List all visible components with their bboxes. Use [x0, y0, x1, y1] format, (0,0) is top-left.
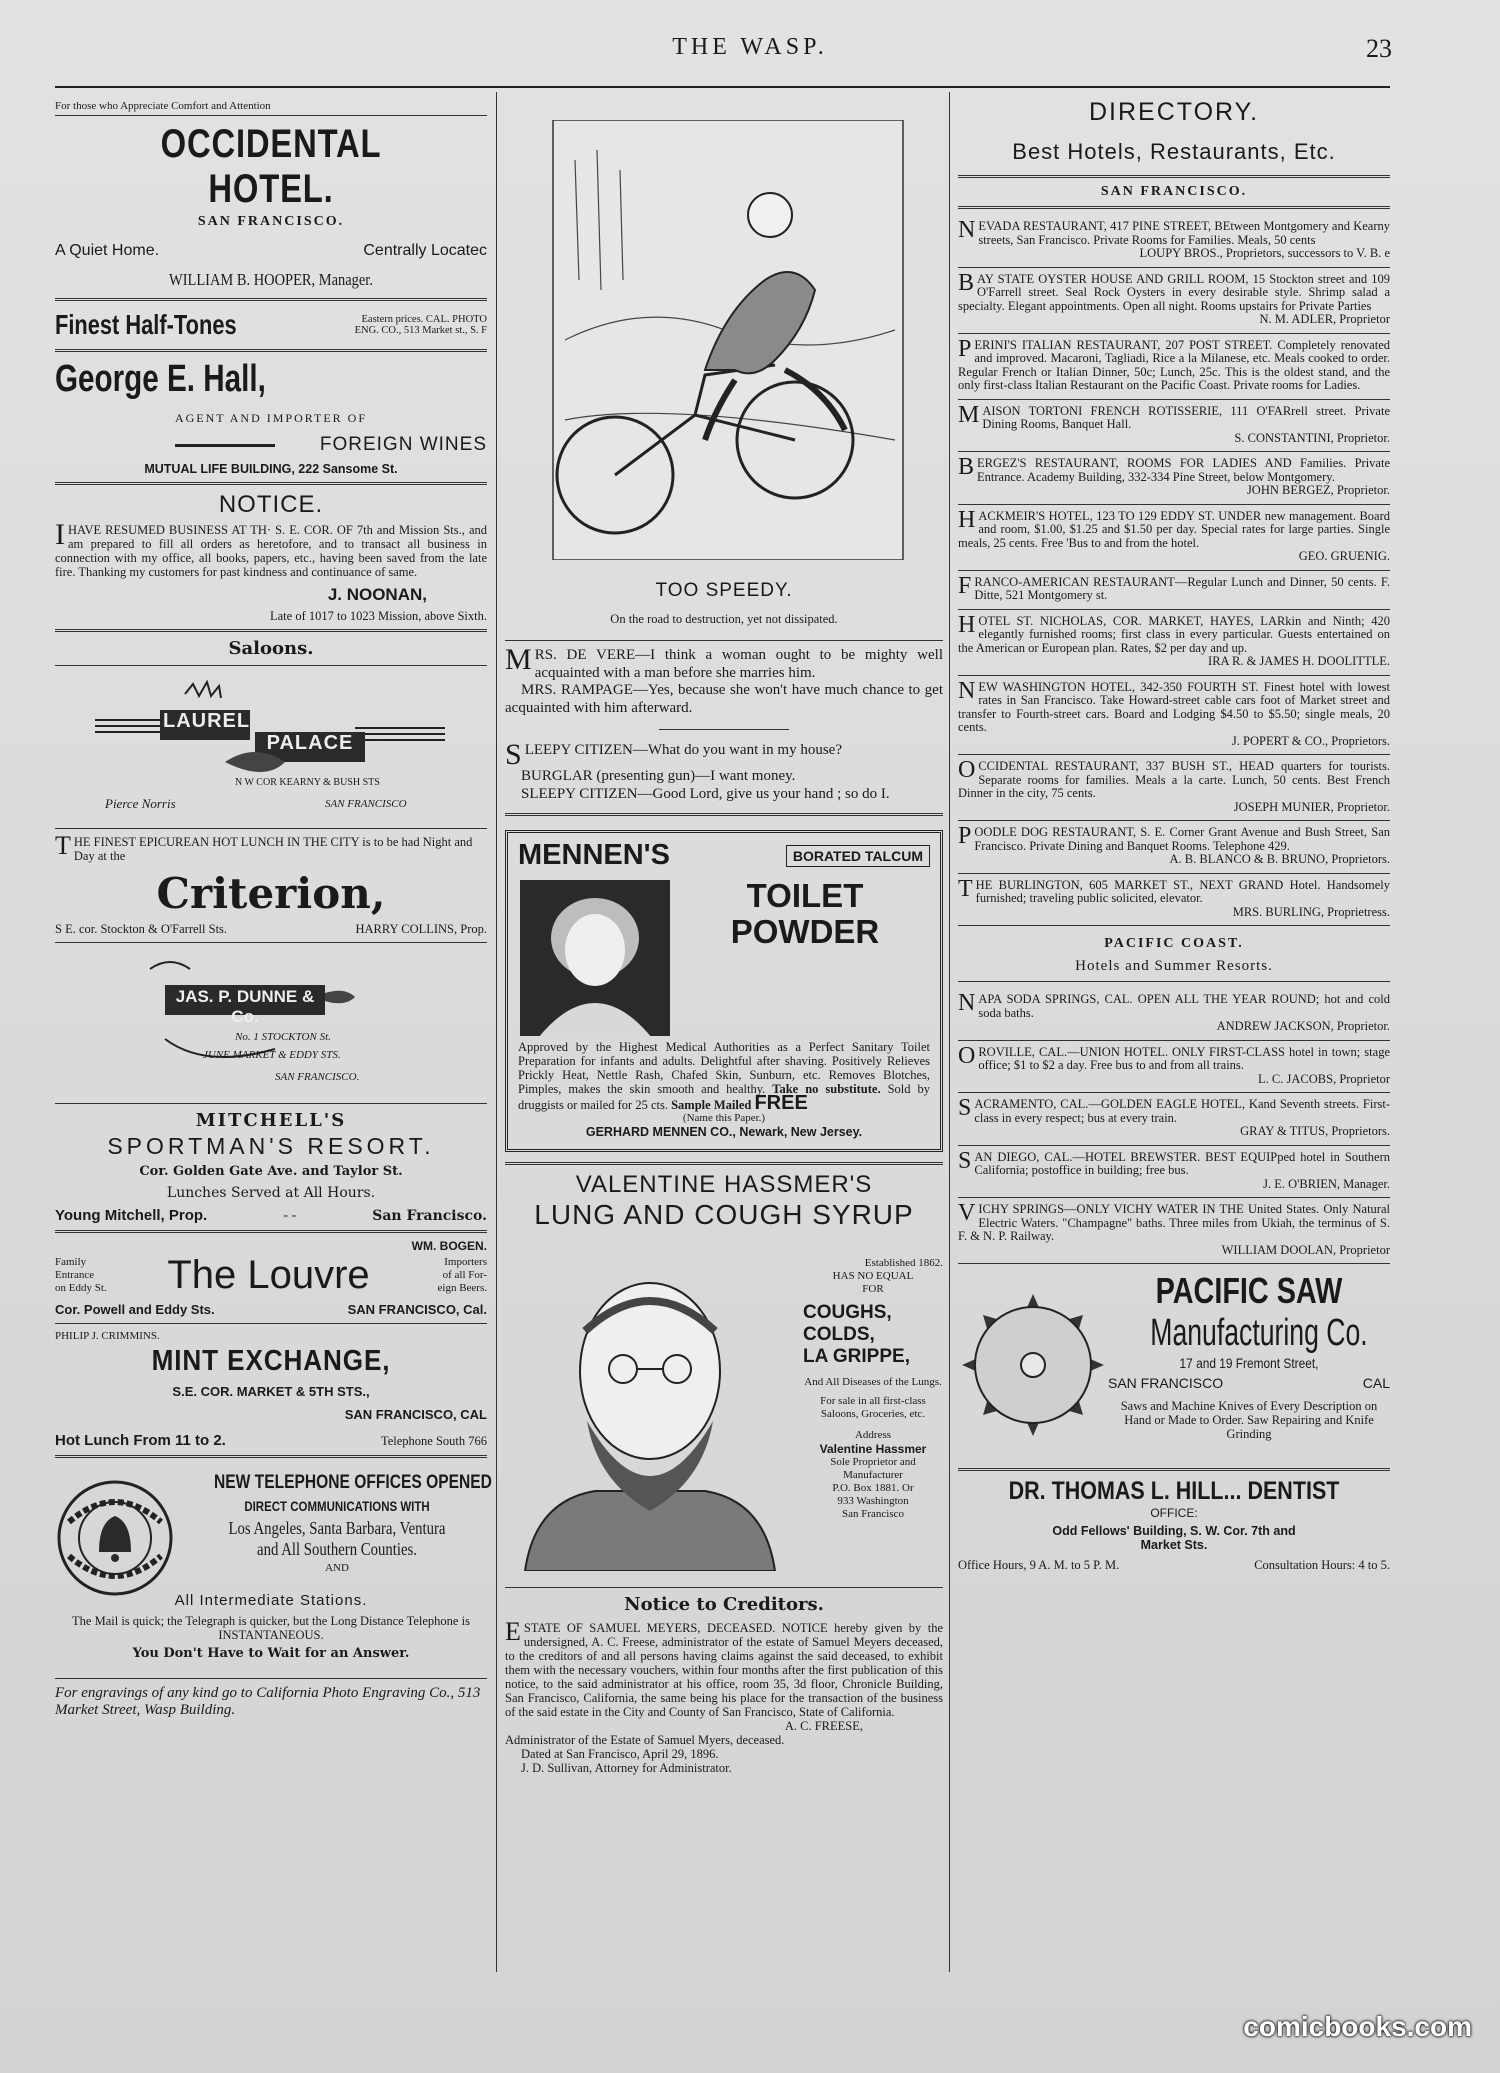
entry-text: HE BURLINGTON, 605 MARKET ST., NEXT GRAND Hotel. Handsomely furnished; traveling public solicited, elevator.: [975, 877, 1390, 905]
column-left: [55, 92, 492, 1719]
hassmer-established: Established 1862.: [864, 1257, 943, 1269]
divider: [958, 206, 1390, 209]
mennen-body-row: [518, 878, 930, 1038]
entry-proprietor: N. M. ADLER, Proprietor: [1259, 312, 1390, 326]
laurel-word: LAUREL: [163, 710, 251, 732]
telephone-l5: All Intermediate Stations.: [174, 1592, 368, 1609]
entry-text: ACKMEIR'S HOTEL, 123 TO 129 EDDY ST. UNDER new management. Board and room, $1.00, $1.25 and $1.50 per day. Special rates for large parties. Single meals, 25 cents. Free 'Bus to and from the hotel.: [958, 508, 1390, 550]
directory-entry: [958, 676, 1390, 756]
entry-dropcap: T: [958, 875, 973, 902]
divider: [958, 175, 1390, 178]
notice-address: Late of 1017 to 1023 Mission, above Sixth.: [270, 609, 487, 623]
pc-sub: Hotels and Summer Resorts.: [1075, 958, 1273, 974]
entry-text: AN DIEGO, CAL.—HOTEL BREWSTER. BEST EQUIPped hotel in Southern California; postoffice in building; free bus.: [974, 1149, 1390, 1177]
short-rule: [659, 729, 789, 730]
saw-name2: Manufacturing Co.: [1150, 1312, 1368, 1354]
criterion-dropcap: T: [55, 831, 71, 860]
divider: [55, 482, 487, 485]
entry-dropcap: H: [958, 506, 976, 533]
laurel-signature: Pierce Norris: [105, 796, 176, 811]
mint-row: [55, 1432, 487, 1449]
mennen-copy: [518, 1040, 930, 1112]
telephone-ad: [55, 1464, 492, 1664]
louvre-left: [55, 1256, 125, 1295]
directory-entry: [958, 505, 1390, 571]
joke-de-vere: [505, 643, 943, 717]
entry-proprietor: J. E. O'BRIEN, Manager.: [1263, 1176, 1390, 1191]
hall-rule: [175, 444, 275, 447]
entry-proprietor: ANDREW JACKSON, Proprietor.: [1216, 1019, 1390, 1033]
hassmer-noequal: HAS NO EQUAL: [832, 1270, 914, 1282]
running-title: THE WASP.: [672, 34, 828, 60]
joke1-dropcap: M: [505, 643, 532, 676]
directory-entry: [958, 821, 1390, 874]
cyclist-cartoon-image: [505, 120, 943, 560]
occidental-right: Centrally Locatec: [363, 242, 487, 259]
entry-proprietor: JOSEPH MUNIER, Proprietor.: [1233, 799, 1390, 814]
occidental-tagline: For those who Appreciate Comfort and Attention: [55, 100, 271, 112]
divider: [55, 115, 487, 116]
notice-dropcap: I: [55, 518, 65, 551]
dentist-consult: Consultation Hours: 4 to 5.: [1254, 1558, 1390, 1572]
directory-entry: [958, 1146, 1390, 1199]
entry-proprietor: J. POPERT & CO., Proprietors.: [1231, 733, 1390, 748]
dentist-name: DR. THOMAS L. HILL... DENTIST: [1008, 1477, 1340, 1505]
divider: [958, 981, 1390, 982]
top-rule: [55, 86, 1390, 88]
entry-proprietor: MRS. BURLING, Proprietress.: [1232, 904, 1390, 919]
halftones-line1: Eastern prices. CAL. PHOTO: [361, 314, 487, 325]
entry-dropcap: M: [958, 401, 980, 428]
directory-entry: [958, 571, 1390, 610]
entry-text: OTEL ST. NICHOLAS, COR. MARKET, HAYES, LARkin and Ninth; 420 elegantly furnished rooms; first class in every particular. Guests entertained on the American or European plan. Rates, $2 per day and up.: [958, 613, 1390, 655]
mint-owner: PHILIP J. CRIMMINS.: [55, 1330, 160, 1342]
mennen-free: FREE: [754, 1092, 808, 1114]
louvre-left1: Family: [55, 1256, 87, 1268]
divider: [55, 349, 487, 352]
telephone-mail: The Mail is quick; the Telegraph is quicker, but the Long Distance Telephone is INSTANTANEOUS.: [72, 1614, 470, 1642]
entry-dropcap: O: [958, 1042, 976, 1069]
dentist-hours-row: [958, 1558, 1390, 1572]
telephone-wait: You Don't Have to Wait for an Answer.: [132, 1646, 410, 1661]
louvre-left3: on Eddy St.: [55, 1282, 107, 1294]
mitchell-row: [55, 1207, 487, 1224]
louvre-name: The Louvre: [167, 1253, 370, 1297]
hassmer-title1: VALENTINE HASSMER'S: [575, 1171, 873, 1198]
directory-title: DIRECTORY.: [1088, 98, 1260, 126]
divider: [505, 640, 943, 641]
creditors-title: Notice to Creditors.: [624, 1594, 824, 1615]
entry-text: ICHY SPRINGS—ONLY VICHY WATER IN THE United States. Only Natural Electric Waters. "Champagne" baths. Three miles from Ukiah, the terminus of S. F. & N. P. Railway.: [958, 1202, 1390, 1243]
divider: [505, 1587, 943, 1588]
divider: [55, 1455, 487, 1458]
entry-proprietor: A. B. BLANCO & B. BRUNO, Proprietors.: [1169, 852, 1390, 866]
louvre-address-row: [55, 1302, 487, 1317]
mennens-ad: [505, 830, 943, 1152]
noonan-notice: [55, 491, 487, 623]
telephone-l2: DIRECT COMMUNICATIONS WITH: [244, 1498, 430, 1514]
louvre-right1: Importers: [444, 1256, 487, 1268]
joke2-p1-wrap: [505, 738, 943, 771]
telephone-l3: Los Angeles, Santa Barbara, Ventura: [228, 1518, 446, 1538]
entry-dropcap: F: [958, 572, 972, 599]
hall-wines: FOREIGN WINES: [319, 434, 487, 455]
mint-city: SAN FRANCISCO, CAL: [344, 1407, 487, 1422]
dentist-office: OFFICE:: [1150, 1506, 1198, 1520]
hassmer-ad: [505, 1171, 943, 1581]
occidental-city: SAN FRANCISCO.: [197, 214, 345, 229]
entry-proprietor: LOUPY BROS., Proprietors, successors to V. B. e: [1139, 246, 1390, 260]
column-right: [958, 92, 1390, 1572]
criterion-ad: [55, 831, 487, 936]
directory-entry: [958, 268, 1390, 334]
hassmer-for: FOR: [862, 1283, 884, 1295]
occidental-row: [55, 242, 487, 260]
telephone-text: [187, 1472, 492, 1575]
divider: [55, 942, 487, 943]
dentist-ad: [958, 1477, 1390, 1572]
column-middle: [505, 92, 943, 1775]
hassmer-other: And All Diseases of the Lungs.: [804, 1376, 942, 1388]
notice-title: NOTICE.: [218, 491, 324, 518]
louvre-owner: WM. BOGEN.: [411, 1239, 487, 1253]
pc-directory-list: [958, 988, 1390, 1264]
saw-city: SAN FRANCISCO: [1108, 1375, 1224, 1391]
directory-entry: [958, 215, 1390, 268]
mint-address: S.E. COR. MARKET & 5TH STS.,: [172, 1384, 370, 1399]
hassmer-sale: For sale in all first-class Saloons, Groceries, etc.: [820, 1395, 926, 1420]
notice-signed: J. NOONAN,: [327, 585, 427, 604]
entry-proprietor: GRAY & TITUS, Proprietors.: [1240, 1124, 1390, 1138]
dunne-addr1: No. 1 STOCKTON St.: [235, 1031, 331, 1043]
entry-proprietor: IRA R. & JAMES H. DOOLITTLE.: [1208, 654, 1390, 668]
divider: [55, 629, 487, 632]
saw-address: 17 and 19 Fremont Street,: [1179, 1355, 1319, 1371]
entry-text: EW WASHINGTON HOTEL, 342-350 FOURTH ST. Finest hotel with lowest rates in San Francisco. Take Howard-street cable cars foot of Market street and transfer to Fourth-street cars. Board and Lodging $4.50 to $5.50; single meals, 20 cents.: [958, 679, 1390, 734]
mint-phone: Telephone South 766: [380, 1433, 487, 1448]
laurel-palace-ad: [55, 672, 487, 822]
hassmer-c1: COUGHS,: [803, 1302, 892, 1323]
occidental-manager: WILLIAM B. HOOPER, Manager.: [169, 270, 373, 289]
mitchell-lunches: Lunches Served at All Hours.: [166, 1185, 376, 1201]
joke2-p1: LEEPY CITIZEN—What do you want in my house?: [524, 742, 842, 758]
directory-entry: [958, 874, 1390, 927]
watermark: comicbooks.com: [1243, 2011, 1472, 2042]
entry-text: ERGEZ'S RESTAURANT, ROOMS FOR LADIES AND Families. Private Entrance. Academy Building, 332-334 Pine Street, below Montgomery.: [977, 456, 1390, 484]
sf-directory-list: [958, 215, 1390, 926]
mennen-name-paper: (Name this Paper.): [682, 1112, 766, 1124]
entry-text: AISON TORTONI FRENCH ROTISSERIE, 111 O'FARrell street. Private Dining Rooms, Banquet Hall.: [982, 403, 1390, 431]
hassmer-street: 933 Washington: [837, 1495, 909, 1507]
saw-city-row: [1108, 1375, 1390, 1391]
creditors-body-wrap: [505, 1617, 943, 1719]
saloons-title: Saloons.: [228, 638, 314, 659]
entry-dropcap: O: [958, 757, 976, 783]
entry-proprietor: L. C. JACOBS, Proprietor: [1258, 1071, 1390, 1086]
criterion-intro-wrap: [55, 831, 487, 863]
creditors-signed: A. C. FREESE,: [784, 1719, 863, 1733]
cartoon-caption: TOO SPEEDY.: [655, 580, 793, 601]
telephone-l4: and All Southern Counties.: [257, 1539, 417, 1559]
engraving-ad: For engravings of any kind go to California Photo Engraving Co., 513 Market Street, Wasp Building.: [55, 1685, 481, 1718]
directory-entry: [958, 1041, 1390, 1094]
hall-sub: AGENT AND IMPORTER OF: [174, 411, 368, 425]
column-rule-1: [496, 92, 497, 1972]
directory-entry: [958, 1093, 1390, 1146]
entry-dropcap: N: [958, 217, 976, 243]
joke2-p2: BURGLAR (presenting gun)—I want money.: [521, 768, 796, 784]
halftones-line2: ENG. CO., 513 Market st., S. F: [354, 325, 487, 336]
criterion-intro: HE FINEST EPICUREAN HOT LUNCH IN THE CITY is to be had Night and Day at the: [73, 835, 473, 863]
divider: [55, 298, 487, 301]
entry-dropcap: H: [958, 611, 976, 638]
hassmer-title2: LUNG AND COUGH SYRUP: [534, 1199, 914, 1230]
entry-dropcap: S: [958, 1147, 972, 1174]
mennen-body1: Approved by the Highest Medical Authorities as a Perfect Sanitary Toilet Preparation for infants and adults. Delightful after shaving. Positively Relieves Prickly Heat, Nettle Rash, Chafed Skin, Sunburn, etc. Removes Blotches, Pimples, makes the skin smooth and healthy.: [518, 1040, 930, 1096]
hassmer-portrait-image: [505, 1251, 795, 1571]
mitchell-dashes: - -: [283, 1207, 297, 1223]
laurel-city: SAN FRANCISCO: [325, 798, 407, 810]
halftones-ad: [55, 307, 487, 343]
joke1-p1: RS. DE VERE—I think a woman ought to be mighty well acquainted with a man before she marries him.: [534, 647, 943, 681]
creditors-body: STATE OF SAMUEL MEYERS, DECEASED. NOTICE hereby given by the undersigned, A. C. Freese, administrator of the estate of Samuel Meyers deceased, to the creditors of and all persons having claims against the said deceased, to exhibit them with the necessary vouchers, within four months after the first publication of this notice, to the said administrator at his office, room 35, 3d floor, Chronicle Building, San Francisco, California, the same being his place for the transaction of the business of the said estate in the City and County of San Francisco, State of California.: [505, 1621, 943, 1719]
entry-proprietor: WILLIAM DOOLAN, Proprietor: [1221, 1242, 1390, 1257]
dunne-name: JAS. P. DUNNE & Co.: [175, 987, 315, 1026]
directory-entry: [958, 755, 1390, 821]
saw-text: [1108, 1270, 1390, 1441]
dentist-addr2: Market Sts.: [1140, 1538, 1208, 1552]
palace-word: PALACE: [266, 732, 354, 754]
george-hall-ad: [55, 358, 487, 476]
divider: [55, 828, 487, 829]
entry-text: RANCO-AMERICAN RESTAURANT—Regular Lunch and Dinner, 50 cents. F. Ditte, 521 Montgomery st.: [974, 574, 1390, 602]
column-rule-2: [949, 92, 950, 1972]
hassmer-address-label: Address: [854, 1429, 892, 1441]
criterion-right: HARRY COLLINS, Prop.: [355, 922, 487, 936]
mennen-body3: Sold by druggists or mailed for 25 cts.: [518, 1082, 930, 1112]
divider: [55, 1103, 487, 1104]
entry-dropcap: S: [958, 1095, 972, 1121]
page-number: 23: [1366, 34, 1392, 63]
louvre-address: Cor. Powell and Eddy Sts.: [55, 1302, 215, 1317]
joke-sleepy-citizen: [505, 738, 943, 803]
entry-dropcap: P: [958, 823, 972, 849]
entry-text: ERINI'S ITALIAN RESTAURANT, 207 POST STREET. Completely renovated and improved. Macaroni, Tagliadi, Rice a la Milanese, etc. Meals cooked to order. Regular French or Italian Dinner, 50c; Lunch, 25c. This is the oldest stand, and the only first-class Italian Restaurant on the Pacific Coast. Private rooms for Ladies.: [958, 337, 1390, 392]
mitchell-address: Cor. Golden Gate Ave. and Taylor St.: [139, 1164, 403, 1179]
mennen-sample: Sample Mailed: [671, 1098, 752, 1112]
mitchell-title: MITCHELL'S: [195, 1110, 347, 1131]
saw-body: Saws and Machine Knives of Every Description on Hand or Made to Order. Saw Repairing and Knife Grinding: [1120, 1399, 1378, 1441]
divider: [55, 1678, 487, 1679]
criterion-name: Criterion,: [156, 869, 386, 918]
entry-dropcap: B: [958, 454, 975, 480]
criterion-left: S E. cor. Stockton & O'Farrell Sts.: [55, 922, 228, 936]
mint-exchange-ad: [55, 1330, 487, 1449]
mint-name: MINT EXCHANGE,: [151, 1345, 391, 1377]
directory-entry: [958, 334, 1390, 400]
joke1-p2: MRS. RAMPAGE—Yes, because she won't have much chance to get acquainted with him afterward.: [505, 682, 943, 716]
mennen-tag: BORATED TALCUM: [786, 845, 930, 867]
entry-proprietor: GEO. GRUENIG.: [1298, 549, 1390, 563]
joke2-dropcap: S: [505, 738, 522, 771]
divider: [55, 665, 487, 666]
laurel-address: N W COR KEARNY & BUSH STS: [235, 777, 380, 788]
mennen-brand: MENNEN'S: [518, 839, 670, 871]
occidental-hotel-ad: [55, 92, 487, 290]
hassmer-side: [803, 1257, 943, 1521]
directory-entry: [958, 452, 1390, 505]
dentist-addr1: Odd Fellows' Building, S. W. Cor. 7th and: [1052, 1524, 1296, 1538]
occidental-left: A Quiet Home.: [55, 242, 160, 259]
louvre-ad: [55, 1239, 487, 1317]
saw-blade-icon: [958, 1290, 1108, 1440]
entry-text: EVADA RESTAURANT, 417 PINE STREET, BEtween Montgomery and Kearny streets, San Francisco. Private Rooms for Families. Meals, 50 cents: [978, 219, 1390, 247]
directory-sub: Best Hotels, Restaurants, Etc.: [1012, 139, 1336, 164]
divider: [505, 1162, 943, 1165]
hassmer-role: Sole Proprietor and Manufacturer: [830, 1456, 916, 1481]
mennen-company: GERHARD MENNEN CO., Newark, New Jersey.: [585, 1125, 863, 1139]
creditors-dropcap: E: [505, 1617, 521, 1646]
joke1-p1-wrap: [505, 643, 943, 682]
entry-dropcap: P: [958, 335, 972, 362]
mitchell-prop: Young Mitchell, Prop.: [55, 1207, 208, 1224]
directory-entry: [958, 988, 1390, 1041]
entry-dropcap: N: [958, 990, 976, 1016]
mennen-portrait-image: [518, 878, 672, 1038]
louvre-left2: Entrance: [55, 1269, 95, 1281]
creditors-role: Administrator of the Estate of Samuel Myers, deceased.: [505, 1733, 785, 1747]
telephone-headline: NEW TELEPHONE OFFICES OPENED: [214, 1472, 492, 1493]
directory-entry: [958, 610, 1390, 676]
louvre-row: [55, 1253, 487, 1298]
louvre-right2: of all For-: [442, 1269, 487, 1281]
dentist-hours: Office Hours, 9 A. M. to 5 P. M.: [958, 1558, 1120, 1572]
hassmer-name: Valentine Hassmer: [819, 1442, 927, 1456]
divider: [55, 1323, 487, 1324]
criterion-row: [55, 922, 487, 936]
dunne-addr2: JUNE MARKET & EDDY STS.: [203, 1049, 341, 1061]
entry-text: ROVILLE, CAL.—UNION HOTEL. ONLY FIRST-CLASS hotel in town; stage office; $1 to $2 a day. Free bus to and from all trains.: [978, 1044, 1390, 1072]
entry-proprietor: JOHN BERGEZ, Proprietor.: [1246, 483, 1390, 497]
saw-name1: PACIFIC SAW: [1155, 1270, 1343, 1311]
hassmer-c3: LA GRIPPE,: [803, 1346, 910, 1367]
mennen-text: [672, 878, 930, 1038]
hassmer-po: P.O. Box 1881. Or: [832, 1482, 914, 1494]
creditors-attorney: J. D. Sullivan, Attorney for Administrator.: [521, 1761, 732, 1775]
divider: [55, 1230, 487, 1233]
louvre-right: [412, 1256, 487, 1295]
pacific-saw-ad: [958, 1270, 1390, 1462]
entry-text: ACRAMENTO, CAL.—GOLDEN EAGLE HOTEL, Kand Seventh streets. First-class in every respect; bus at every train.: [974, 1097, 1390, 1125]
directory-entry: [958, 1198, 1390, 1264]
mennen-product1: TOILET: [746, 877, 864, 914]
entry-text: CCIDENTAL RESTAURANT, 337 BUSH ST., HEAD quarters for tourists. Separate rooms for families. Meals a la carte. Lunch, 50 cents. Best French Dinner in the city, 75 cents.: [958, 759, 1390, 800]
louvre-city: SAN FRANCISCO, Cal.: [347, 1302, 487, 1317]
directory-entry: [958, 400, 1390, 453]
louvre-right3: eign Beers.: [437, 1282, 487, 1294]
too-speedy-cartoon: [505, 92, 943, 626]
halftones-title: Finest Half-Tones: [55, 309, 237, 340]
notice-body: HAVE RESUMED BUSINESS AT TH· S. E. COR. OF 7th and Mission Sts., and am prepared to fill all orders as heretofore, and to transact all business in connection with my office, all books, papers, etc., having been saved from the late fire. Thanking my customers for past kindness and continuance of same.: [55, 523, 487, 579]
creditors-notice: [505, 1594, 943, 1775]
divider: [958, 1468, 1390, 1471]
mennen-product2: POWDER: [730, 913, 880, 950]
dunne-city: SAN FRANCISCO.: [275, 1071, 360, 1083]
entry-dropcap: B: [958, 269, 975, 296]
hassmer-c2: COLDS,: [803, 1324, 875, 1345]
mitchell-ad: [55, 1110, 487, 1224]
telephone-and: AND: [325, 1562, 349, 1574]
entry-proprietor: S. CONSTANTINI, Proprietor.: [1234, 430, 1390, 445]
dunne-ad: [55, 949, 487, 1097]
entry-text: APA SODA SPRINGS, CAL. OPEN ALL THE YEAR ROUND; hot and cold soda baths.: [978, 992, 1390, 1020]
mennen-body2: Take no substitute.: [772, 1082, 881, 1096]
bell-seal-icon: [55, 1478, 175, 1598]
halftones-text: [327, 314, 487, 336]
hassmer-city: San Francisco: [841, 1508, 904, 1520]
mint-lunch: Hot Lunch From 11 to 2.: [55, 1432, 226, 1449]
creditors-dated: Dated at San Francisco, April 29, 1896.: [521, 1747, 719, 1761]
hall-name: George E. Hall,: [55, 358, 266, 400]
hall-address: MUTUAL LIFE BUILDING, 222 Sansome St.: [144, 462, 398, 476]
entry-text: AY STATE OYSTER HOUSE AND GRILL ROOM, 15 Stockton street and 109 O'Farrell street. Seal Rock Oysters in every desirable style. Shrimp salad a specialty. Elegant appointments. Open all night. Rooms upstairs for Private Parties: [958, 271, 1390, 313]
entry-dropcap: V: [958, 1200, 976, 1226]
cartoon-sub: On the road to destruction, yet not dissipated.: [610, 612, 838, 626]
mitchell-sub: SPORTMAN'S RESORT.: [107, 1133, 435, 1159]
saw-state: CAL: [1362, 1375, 1390, 1391]
mennen-title-row: [518, 839, 930, 872]
notice-body-wrap: [55, 518, 487, 579]
mitchell-city: San Francisco.: [372, 1207, 487, 1224]
pc-heading: PACIFIC COAST.: [1104, 936, 1244, 951]
entry-dropcap: N: [958, 677, 976, 704]
sf-heading: SAN FRANCISCO.: [1100, 184, 1248, 199]
entry-text: OODLE DOG RESTAURANT, S. E. Corner Grant Avenue and Bush Street, San Francisco. Private Dining and Banquet Rooms. Telephone 429.: [974, 825, 1390, 853]
joke2-p3: SLEEPY CITIZEN—Good Lord, give us your hand ; so do I.: [521, 785, 890, 802]
divider: [505, 813, 943, 816]
hall-wines-row: [55, 434, 487, 456]
occidental-name: OCCIDENTAL HOTEL.: [160, 122, 382, 211]
